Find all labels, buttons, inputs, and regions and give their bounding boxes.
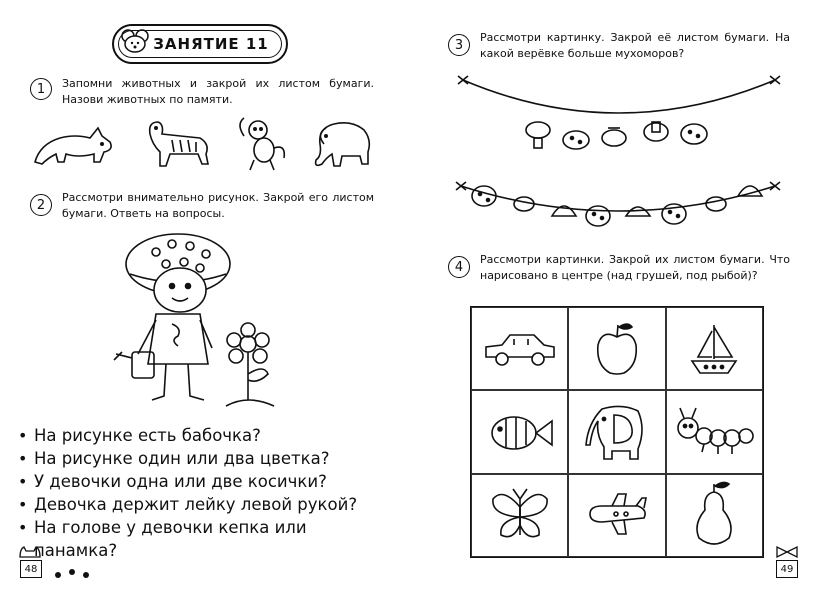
question-item: • На рисунке один или два цветка? xyxy=(18,447,388,470)
caterpillar-icon xyxy=(674,404,754,460)
task-number-2: 2 xyxy=(30,194,52,216)
elephant-icon xyxy=(316,123,370,166)
questions-list xyxy=(18,424,388,562)
task-number-3: 3 xyxy=(448,34,470,56)
mushroom-icon xyxy=(644,122,668,141)
grid-cell-pear xyxy=(666,474,763,557)
task-2-text: Рассмотри внимательно рисунок. Закрой его листом бумаги. Ответь на вопросы. xyxy=(62,191,374,220)
apple-icon xyxy=(592,319,642,379)
mushroom-icon xyxy=(472,186,496,206)
grid-cell-airplane xyxy=(568,474,665,557)
grid-cell-elephant xyxy=(568,390,665,473)
mushroom-icon xyxy=(738,186,762,196)
grid-cell-caterpillar xyxy=(666,390,763,473)
paw-prints-icon xyxy=(52,566,98,580)
grid-cell-apple xyxy=(568,307,665,390)
task-1-text: Запомни животных и закрой их листом бумаги. Назови животных по памяти. xyxy=(62,77,374,106)
elephant-big-icon xyxy=(582,399,652,465)
car-icon xyxy=(480,329,560,369)
zebra-icon xyxy=(150,122,208,166)
task-3-text: Рассмотри картинку. Закрой её листом бумаги. На какой верёвке больше мухоморов? xyxy=(480,31,790,60)
pictures-grid xyxy=(470,306,764,558)
mushroom-icon xyxy=(706,197,726,211)
bow-corner-icon xyxy=(774,545,800,559)
mushrooms-on-ropes xyxy=(448,66,788,246)
question-item: • На голове у девочки кепка или панамка? xyxy=(18,516,388,562)
monkey-icon xyxy=(240,118,284,170)
lesson-title: ЗАНЯТИЕ 11 xyxy=(153,35,269,53)
task-4-text: Рассмотри картинки. Закрой их листом бумаги. Что нарисовано в центре (над грушей, под рыбой)? xyxy=(480,253,790,282)
sailboat-icon xyxy=(684,319,744,379)
butterfly-icon xyxy=(485,485,555,545)
question-item: • Девочка держит лейку левой рукой? xyxy=(18,493,388,516)
task-number-4: 4 xyxy=(448,256,470,278)
page-number-left: 48 xyxy=(20,560,42,578)
animals-row xyxy=(30,114,375,174)
mushroom-icon xyxy=(602,128,626,146)
grid-cell-fish xyxy=(471,390,568,473)
mushroom-icon xyxy=(662,204,686,224)
question-item: • У девочки одна или две косички? xyxy=(18,470,388,493)
grid-cell-butterfly xyxy=(471,474,568,557)
mushroom-icon xyxy=(526,122,550,148)
grid-cell-car xyxy=(471,307,568,390)
fish-icon xyxy=(484,407,556,457)
grid-cell-sailboat xyxy=(666,307,763,390)
girl-illustration xyxy=(108,224,298,414)
question-item: • На рисунке есть бабочка? xyxy=(18,424,388,447)
lesson-title-box xyxy=(112,24,288,64)
airplane-icon xyxy=(582,492,652,538)
mushroom-icon xyxy=(586,206,610,226)
cat-corner-icon xyxy=(18,545,42,559)
pear-icon xyxy=(689,480,739,550)
mushroom-icon xyxy=(563,131,589,149)
mushroom-icon xyxy=(626,207,650,216)
task-number-1: 1 xyxy=(30,78,52,100)
mushroom-icon xyxy=(681,124,707,144)
page-number-right: 49 xyxy=(776,560,798,578)
rhino-icon xyxy=(35,128,111,164)
